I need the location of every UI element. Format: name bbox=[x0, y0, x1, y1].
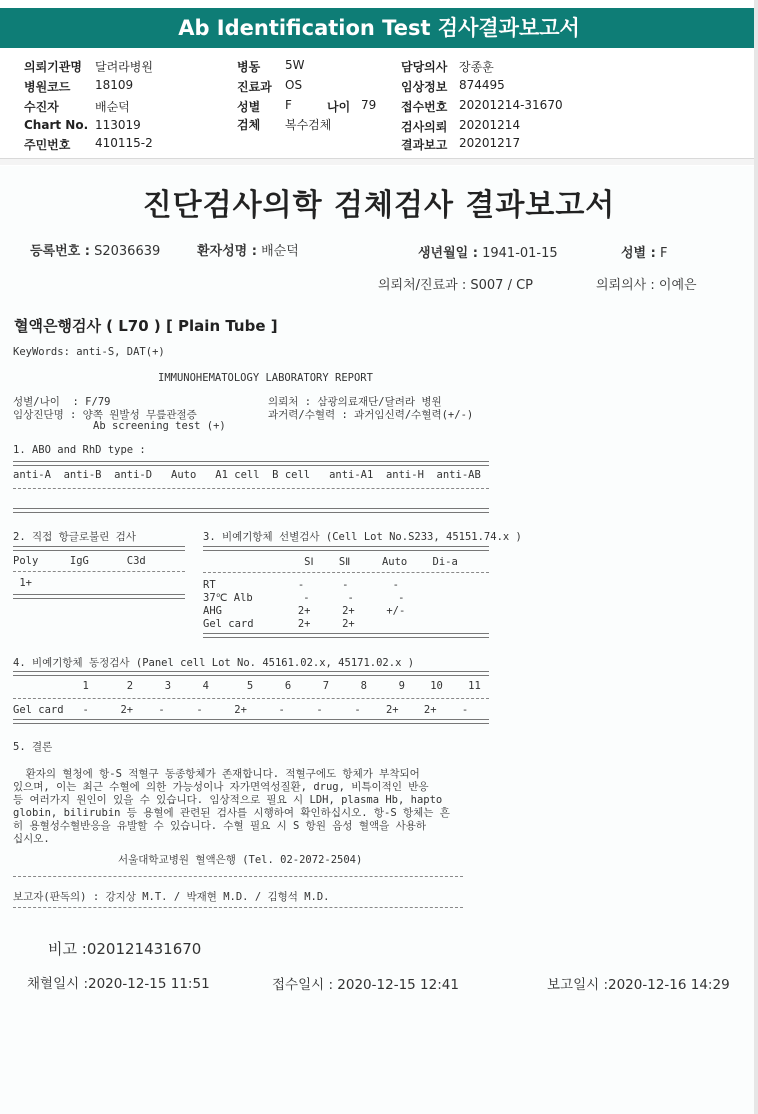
rule bbox=[13, 461, 489, 466]
screen-row-alb: 37℃ Alb - - - bbox=[203, 592, 405, 604]
dat-value: 1+ bbox=[13, 577, 32, 589]
rule bbox=[13, 571, 185, 572]
hospital-name-value: 달려라병원 bbox=[95, 60, 153, 74]
rule bbox=[13, 508, 489, 513]
result-report-label: 결과보고 bbox=[401, 138, 448, 152]
institution-line: 서울대학교병원 혈액은행 (Tel. 02-2072-2504) bbox=[118, 854, 363, 866]
rule bbox=[13, 719, 489, 724]
report-sex-label: 성별 : bbox=[621, 246, 656, 261]
screen-row-gel: Gel card 2+ 2+ bbox=[203, 618, 355, 630]
conclusion-line: 히 용혈성수혈반응을 유발할 수 있습니다. 수혈 필요 시 S 항원 음성 혈액을 사용하 bbox=[13, 820, 427, 832]
attending-doctor-value: 장종훈 bbox=[459, 60, 494, 74]
rule bbox=[203, 546, 489, 551]
referring-doctor-label: 의뢰의사 : bbox=[596, 278, 655, 293]
reporters-line: 보고자(판독의) : 강지상 M.T. / 박재현 M.D. / 김형석 M.D. bbox=[13, 891, 330, 903]
panel-header: 1 2 3 4 5 6 7 8 9 10 11 bbox=[13, 680, 481, 692]
referral-dept-value: S007 / CP bbox=[470, 278, 534, 293]
antibody-screen-title: 3. 비예기항체 선별검사 (Cell Lot No.S233, 45151.74.x ) bbox=[203, 531, 522, 543]
sex-value: F bbox=[285, 98, 292, 112]
chart-no-value: 113019 bbox=[95, 118, 141, 132]
screen-row-ahg: AHG 2+ 2+ +/- bbox=[203, 605, 406, 617]
note-label: 비고 : bbox=[48, 940, 87, 958]
rule bbox=[13, 907, 463, 908]
abo-rhd-header: anti-A anti-B anti-D Auto A1 cell B cell anti-A1 anti-H anti-AB bbox=[13, 469, 481, 481]
scrollbar[interactable] bbox=[754, 0, 758, 1114]
patient-name-label: 환자성명 : bbox=[197, 244, 257, 259]
conclusion-line: 등 여러가지 원인이 있을 수 있습니다. 임상적으로 필요 시 LDH, plasma Hb, hapto bbox=[13, 794, 443, 806]
specimen-label: 검체 bbox=[237, 118, 261, 132]
birth-date-label: 생년월일 : bbox=[418, 246, 478, 261]
abo-rhd-title: 1. ABO and RhD type : bbox=[13, 444, 146, 456]
hospital-name-label: 의뢰기관명 bbox=[24, 60, 82, 74]
report-banner-title: Ab Identification Test 검사결과보고서 bbox=[0, 8, 758, 48]
conclusion-line: 십시오. bbox=[13, 833, 50, 845]
result-report-value: 20201217 bbox=[459, 136, 521, 150]
history-line: 과거력/수혈력 : 과거임신력/수혈력(+/-) bbox=[268, 409, 474, 421]
sex-age-line: 성별/나이 : F/79 bbox=[13, 396, 111, 408]
diagnosis-line: 임상진단명 : 양쪽 원발성 무릎관절증 bbox=[13, 409, 197, 421]
dat-header: Poly IgG C3d bbox=[13, 555, 146, 567]
age-value: 79 bbox=[361, 98, 377, 112]
conclusion-line: 있으며, 이는 최근 수혈에 의한 가능성이나 자가면역성질환, drug, 비특이적인 반응 bbox=[13, 781, 429, 793]
panel-gel-row: Gel card - 2+ - - 2+ - - - 2+ 2+ - bbox=[13, 704, 469, 716]
test-request-value: 20201214 bbox=[459, 118, 521, 132]
keywords: KeyWords: anti-S, DAT(+) bbox=[13, 346, 165, 358]
note-value: 020121431670 bbox=[86, 940, 202, 958]
department-value: OS bbox=[285, 78, 303, 92]
registration-label: 등록번호 : bbox=[30, 244, 90, 259]
accession-number-value: 20201214-31670 bbox=[459, 98, 563, 112]
report-time: 보고일시 :2020-12-16 14:29 bbox=[547, 977, 730, 993]
rule bbox=[13, 594, 185, 599]
report-title: 진단검사의학 검체검사 결과보고서 bbox=[142, 188, 616, 223]
department-label: 진료과 bbox=[237, 80, 272, 94]
rule bbox=[203, 572, 489, 573]
referring-doctor-value: 이예은 bbox=[658, 278, 697, 293]
rule bbox=[13, 671, 489, 676]
rule bbox=[13, 876, 463, 877]
lab-report-title: IMMUNOHEMATOLOGY LABORATORY REPORT bbox=[158, 372, 373, 384]
patient-info-panel bbox=[0, 52, 758, 158]
scanned-report bbox=[0, 166, 758, 1114]
screen-row-rt: RT - - - bbox=[203, 579, 399, 591]
ward-label: 병동 bbox=[237, 60, 261, 74]
screening-line: Ab screening test (+) bbox=[93, 420, 226, 432]
rule bbox=[203, 633, 489, 638]
referral-dept-label: 의뢰처/진료과 : bbox=[378, 278, 467, 293]
clinical-info-value: 874495 bbox=[459, 78, 505, 92]
rule bbox=[13, 488, 489, 489]
patient-label: 수진자 bbox=[24, 100, 59, 114]
collection-time: 채혈일시 :2020-12-15 11:51 bbox=[27, 976, 210, 992]
hospital-code-label: 병원코드 bbox=[24, 80, 71, 94]
divider bbox=[0, 158, 758, 165]
conclusion-line: 환자의 혈청에 항-S 적혈구 동종항체가 존재합니다. 적혈구에도 항체가 부착되어 bbox=[13, 768, 420, 780]
antibody-screen-header: SⅠ SⅡ Auto Di-a bbox=[203, 556, 458, 568]
report-sex-value: F bbox=[659, 246, 668, 261]
sex-label: 성별 bbox=[237, 100, 261, 114]
conclusion-title: 5. 결론 bbox=[13, 741, 53, 753]
attending-doctor-label: 담당의사 bbox=[401, 60, 448, 74]
requester-line: 의뢰처 : 삼광의료재단/달려라 병원 bbox=[268, 396, 442, 408]
registration-value: S2036639 bbox=[94, 244, 161, 259]
rule bbox=[13, 546, 185, 551]
receipt-time: 접수일시 : 2020-12-15 12:41 bbox=[272, 977, 459, 993]
dat-title: 2. 직접 항글로불린 검사 bbox=[13, 531, 136, 543]
ward-value: 5W bbox=[285, 58, 305, 72]
birth-date-value: 1941-01-15 bbox=[482, 246, 558, 261]
accession-number-label: 접수번호 bbox=[401, 100, 448, 114]
resident-number-label: 주민번호 bbox=[24, 138, 71, 152]
antibody-id-title: 4. 비예기항체 동정검사 (Panel cell Lot No. 45161.02.x, 45171.02.x ) bbox=[13, 657, 415, 669]
conclusion-line: globin, bilirubin 등 용혈에 관련된 검사를 시행하여 확인하십시오. 항-S 항체는 흔 bbox=[13, 807, 450, 819]
patient-value: 배순덕 bbox=[95, 100, 130, 114]
test-request-label: 검사의뢰 bbox=[401, 120, 448, 134]
hospital-code-value: 18109 bbox=[95, 78, 134, 92]
specimen-value: 복수검체 bbox=[285, 118, 332, 132]
blood-bank-section-title: 혈액은행검사 ( L70 ) [ Plain Tube ] bbox=[14, 317, 278, 335]
clinical-info-label: 임상정보 bbox=[401, 80, 448, 94]
rule bbox=[13, 698, 489, 699]
chart-no-label: Chart No. bbox=[24, 118, 89, 132]
age-label: 나이 bbox=[327, 100, 351, 114]
patient-name-value: 배순덕 bbox=[261, 244, 299, 259]
resident-number-value: 410115-2 bbox=[95, 136, 153, 150]
